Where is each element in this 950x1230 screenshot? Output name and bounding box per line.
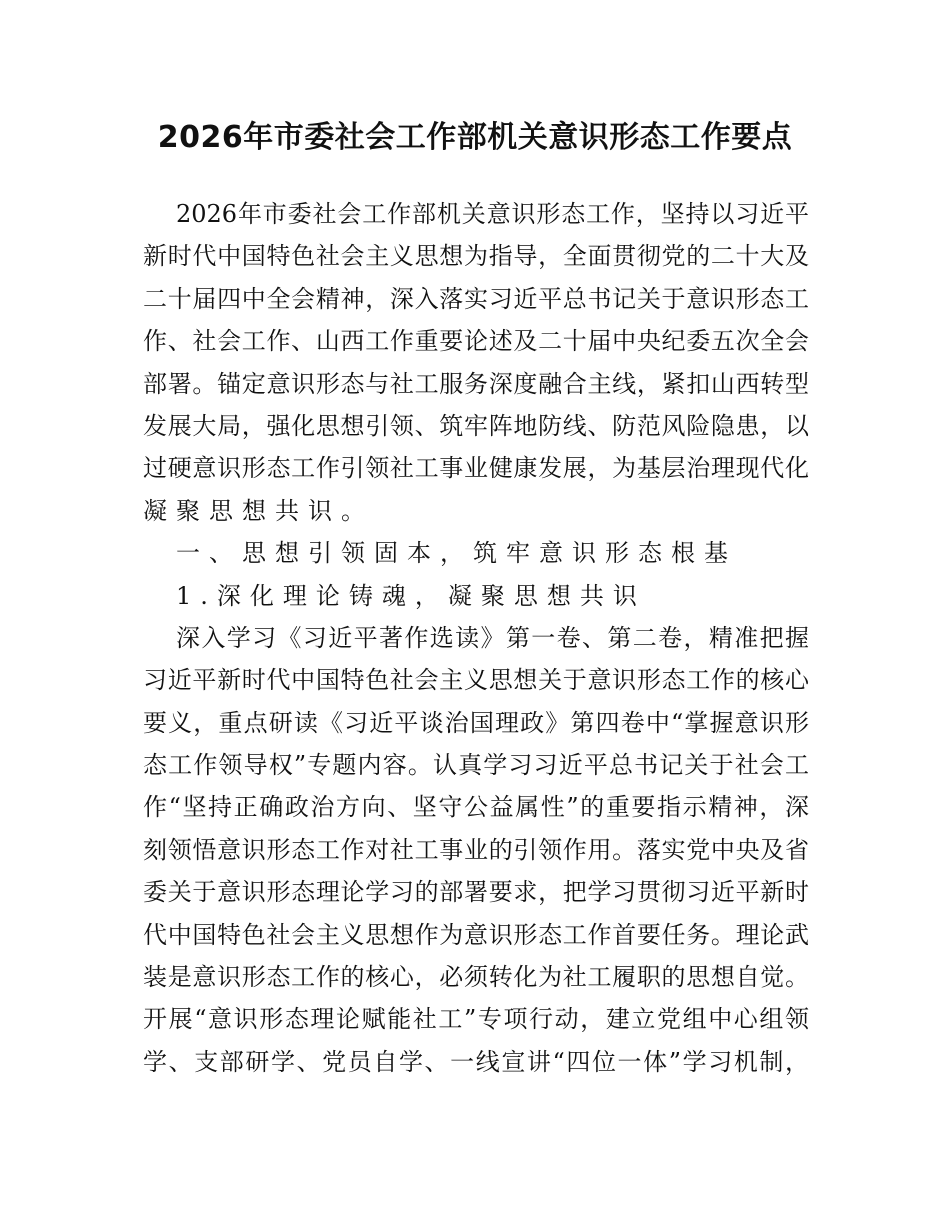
document-title: 2026年市委社会工作部机关意识形态工作要点 <box>157 120 793 155</box>
paragraph-line: 凝聚思想共识。 <box>143 496 374 525</box>
paragraph-line: 刻领悟意识形态工作对社工事业的引领作用。落实党中央及省 <box>143 835 809 864</box>
paragraph-line: 学、支部研学、党员自学、一线宣讲“四位一体”学习机制， <box>143 1047 809 1076</box>
paragraph-line: 态工作领导权”专题内容。认真学习习近平总书记关于社会工 <box>143 751 809 780</box>
paragraph-line: 作“坚持正确政治方向、坚守公益属性”的重要指示精神，深 <box>143 793 809 822</box>
paragraph <box>143 575 809 617</box>
paragraph-line: 代中国特色社会主义思想作为意识形态工作首要任务。理论武 <box>143 920 809 949</box>
paragraph-line: 过硬意识形态工作引领社工事业健康发展，为基层治理现代化 <box>143 454 809 483</box>
paragraph-line: 委关于意识形态理论学习的部署要求，把学习贯彻习近平新时 <box>143 878 809 907</box>
paragraph-line: 深入学习《习近平著作选读》第一卷、第二卷，精准把握 <box>176 623 809 652</box>
paragraph-line: 2026年市委社会工作部机关意识形态工作，坚持以习近平 <box>176 200 809 228</box>
paragraph-line: 二十届四中全会精神，深入落实习近平总书记关于意识形态工 <box>143 284 809 313</box>
document-body <box>143 193 809 1083</box>
paragraph-line: 发展大局，强化思想引领、筑牢阵地防线、防范风险隐患，以 <box>143 411 809 440</box>
paragraph-line: 装是意识形态工作的核心，必须转化为社工履职的思想自觉。 <box>143 963 809 992</box>
paragraph-line: 一、思想引领固本，筑牢意识形态根基 <box>176 539 737 568</box>
paragraph-line: 新时代中国特色社会主义思想为指导，全面贯彻党的二十大及 <box>143 242 809 271</box>
paragraph-line: 1.深化理论铸魂，凝聚思想共识 <box>176 581 646 610</box>
paragraph-line: 习近平新时代中国特色社会主义思想关于意识形态工作的核心 <box>143 666 809 695</box>
paragraph <box>143 193 809 532</box>
paragraph-line: 要义，重点研读《习近平谈治国理政》第四卷中“掌握意识形 <box>143 708 809 737</box>
paragraph <box>143 617 809 1083</box>
paragraph-line: 开展“意识形态理论赋能社工”专项行动，建立党组中心组领 <box>143 1005 809 1034</box>
paragraph-line: 作、社会工作、山西工作重要论述及二十届中央纪委五次全会 <box>143 327 809 356</box>
paragraph <box>143 532 809 574</box>
paragraph-line: 部署。锚定意识形态与社工服务深度融合主线，紧扣山西转型 <box>143 369 809 398</box>
